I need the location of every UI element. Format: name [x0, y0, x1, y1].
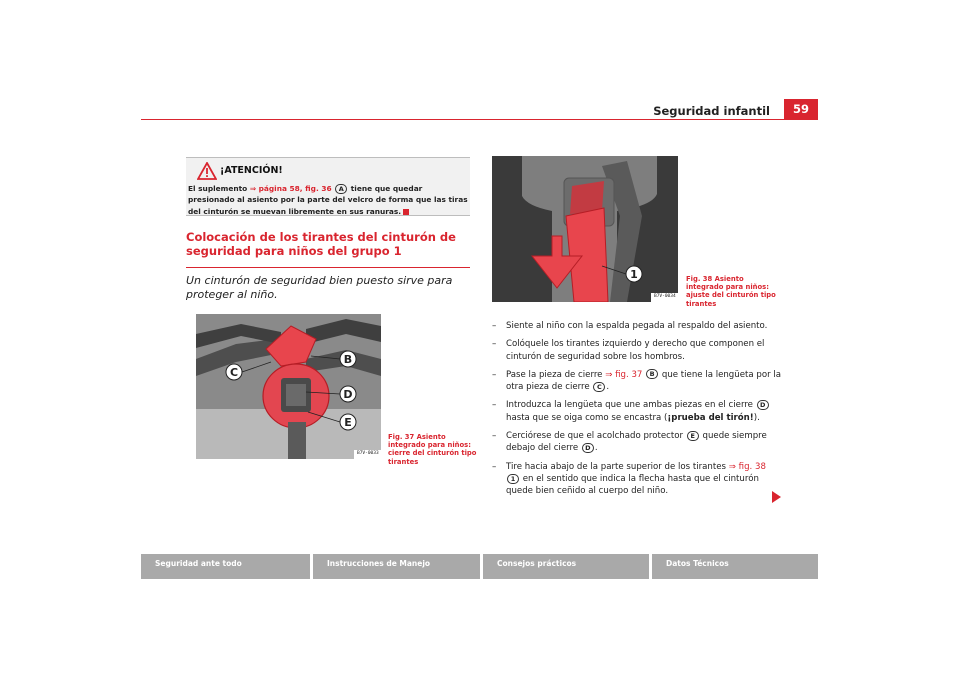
end-marker-icon [403, 209, 409, 215]
header-rule [141, 119, 818, 120]
next-page-arrow-icon[interactable] [772, 491, 781, 503]
badge-b: B [646, 369, 658, 379]
badge-a: A [335, 184, 347, 194]
footer-nav [141, 554, 818, 579]
footer-tab-consejos[interactable]: Consejos prácticos [480, 554, 647, 579]
step-item: – Introduzca la lengüeta que une ambas piezas en el cierre D hasta que se oiga como se encastra (¡prueba del tirón!). [492, 399, 782, 424]
figure-37-label-b: B [343, 353, 353, 366]
badge-1: 1 [507, 474, 519, 484]
figure-37-label-e: E [344, 416, 352, 429]
badge-c: C [593, 382, 605, 392]
figure-38-image [492, 156, 678, 302]
badge-e: E [687, 431, 699, 441]
warning-box [186, 157, 470, 216]
badge-d: D [757, 400, 769, 410]
figure-37-image [196, 314, 381, 459]
warning-page-link[interactable]: ⇒ página 58, fig. 36 [249, 184, 332, 193]
step-item: – Tire hacia abajo de la parte superior de los tirantes ⇒ fig. 38 1 en el sentido que indica la flecha hasta que el cinturón quede bien ceñido al cuerpo del niño. [492, 461, 766, 497]
figure-37-code: B7V-0033 [357, 451, 379, 456]
fig-37-link[interactable]: ⇒ fig. 37 [605, 369, 643, 380]
fig-38-link[interactable]: ⇒ fig. 38 [728, 461, 766, 472]
warning-title: ¡ATENCIÓN! [220, 165, 283, 176]
figure-37-caption: Fig. 37 Asiento integrado para niños: cierre del cinturón tipo tirantes [388, 433, 477, 466]
page-number: 59 [784, 99, 818, 119]
section-heading: Colocación de los tirantes del cinturón de seguridad para niños del grupo 1 [186, 230, 456, 258]
footer-tab-seguridad[interactable]: Seguridad ante todo [155, 559, 242, 568]
warning-triangle-icon [197, 162, 217, 180]
page-header-title: Seguridad infantil [653, 104, 770, 118]
figure-37-label-d: D [343, 388, 353, 401]
figure-38-caption: Fig. 38 Asiento integrado para niños: ajuste del cinturón tipo tirantes [686, 275, 776, 308]
footer-tab-instrucciones[interactable]: Instrucciones de Manejo [310, 554, 477, 579]
step-item: – Colóquele los tirantes izquierdo y derecho que componen el cinturón de seguridad sobre los hombros. [492, 339, 765, 362]
badge-d: D [582, 443, 594, 453]
step-item: – Pase la pieza de cierre ⇒ fig. 37 B que tiene la lengüeta por la otra pieza de cierre C . [492, 369, 781, 393]
instruction-steps [492, 320, 782, 504]
step-item: – Cerciórese de que el acolchado protector E quede siempre debajo del cierre D . [492, 431, 767, 454]
step-item: – Siente al niño con la espalda pegada al respaldo del asiento. [492, 321, 768, 331]
figure-37-label-c: C [229, 366, 239, 379]
warning-text: El suplemento ⇒ página 58, fig. 36 A tiene que quedar presionado al asiento por la parte del velcro de forma que las tiras del cinturón se muevan libremente en sus ranuras. [188, 184, 468, 216]
section-subheading: Un cinturón de seguridad bien puesto sirve para proteger al niño. [186, 274, 453, 301]
section-rule [186, 267, 470, 268]
figure-38-label-1: 1 [630, 268, 638, 281]
figure-38-code: B7V-0034 [654, 294, 676, 299]
footer-tab-datos[interactable]: Datos Técnicos [649, 554, 818, 579]
